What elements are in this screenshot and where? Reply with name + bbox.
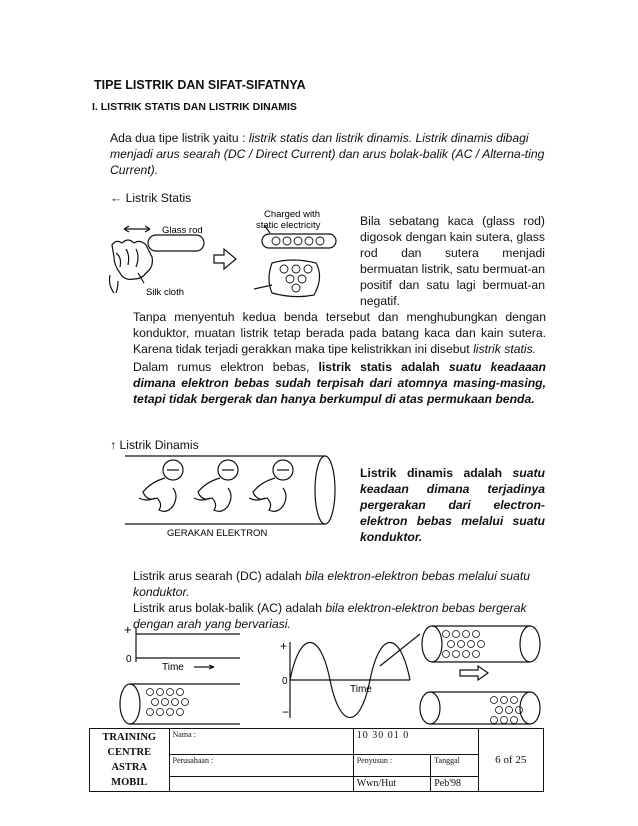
electron-caption: GERAKAN ELEKTRON — [167, 528, 268, 539]
dynamic-definition — [360, 465, 545, 545]
dynamic-definition-bold-italic: suatu keadaan dimana terjadinya pergerakan dari electron-elektron bebas melalui suatu konduktor. — [360, 466, 545, 544]
dc-zero-label: 0 — [126, 654, 132, 665]
tanggal-label: Tanggal — [431, 754, 478, 776]
org-line-1: TRAINING — [102, 732, 157, 743]
dc-definition — [133, 568, 546, 600]
static-side-text: Bila sebatang kaca (glass rod) digosok dengan kain sutera, glass rod dan sutera menjadi bermuatan listrik, satu bermuat-an positif dan satu lagi bermuat-an negatif. — [360, 214, 545, 308]
static-heading: ← Listrik Statis — [110, 191, 192, 205]
electron-movement-figure — [125, 452, 347, 542]
intro-paragraph — [110, 130, 546, 178]
static-definition-prefix: Dalam rumus elektron bebas, — [133, 360, 319, 374]
dynamic-definition-bold: Listrik dinamis adalah — [360, 466, 513, 480]
silk-cloth-label: Silk cloth — [146, 287, 185, 298]
dc-plus-label: + — [124, 622, 132, 637]
footer-empty-cell — [169, 777, 353, 792]
footer-date-code: 10 30 01 0 — [353, 729, 478, 755]
dc-time-label: Time — [162, 662, 184, 673]
static-electricity-figure — [104, 205, 354, 305]
charged-label-line1: Charged with — [264, 209, 320, 220]
static-paragraph-text: Tanpa menyentuh kedua benda tersebut dan menghubungkan dengan konduktor, muatan listrik tetap berada pada batang kaca dan kain sutera. Karena tidak terjadi gerakkan maka tipe kelistrikkan ini disebut — [133, 310, 546, 356]
static-definition-bold: listrik statis adalah — [318, 360, 449, 374]
dc-italic: bila elektron-elektron bebas melalui suatu konduktor. — [133, 569, 530, 599]
ac-zero-label: 0 — [282, 676, 288, 687]
penyusun-label: Penyusun : — [353, 754, 431, 776]
org-line-3: ASTRA MOBIL — [111, 762, 148, 788]
nama-label: Nama : — [172, 730, 196, 739]
static-paragraph — [133, 309, 546, 357]
section-heading: I. LISTRIK STATIS DAN LISTRIK DINAMIS — [92, 101, 297, 113]
static-definition-bold-italic: suatu keadaaan dimana elektron bebas sudah terpisah dari atomnya masing-masing, tetapi tidak bergerak dan hanya berkumpul di atas permukaan benda. — [133, 360, 547, 406]
static-paragraph-italic: listrik statis. — [473, 342, 537, 356]
perusahaan-label: Perusahaan : — [169, 754, 353, 776]
ac-prefix: Listrik arus bolak-balik (AC) adalah — [133, 601, 326, 615]
ac-time-label: Time — [350, 684, 372, 695]
dynamic-heading: ↑ Listrik Dinamis — [110, 438, 199, 452]
footer-page-number: 6 of 25 — [478, 729, 543, 792]
footer-table — [89, 728, 544, 792]
static-definition — [133, 359, 546, 407]
charged-label-line2: static electricity — [256, 220, 321, 231]
penyusun-value: Wwn/Hut — [353, 777, 431, 792]
ac-italic: bila elektron-elektron bebas bergerak dengan arah yang bervariasi. — [133, 601, 527, 631]
dc-ac-diagram — [110, 620, 550, 728]
document-title: TIPE LISTRIK DAN SIFAT-SIFATNYA — [94, 78, 306, 92]
intro-prefix: Ada dua tipe listrik yaitu : — [110, 131, 249, 145]
org-line-2: CENTRE — [107, 747, 152, 758]
intro-italic: listrik statis dan listrik dinamis. Listrik dinamis dibagi menjadi arus searah (DC / Direct Current) dan arus bolak-balik (AC / Alterna-ting Current). — [110, 131, 545, 177]
ac-plus-label: + — [280, 639, 288, 653]
footer-organization — [90, 729, 170, 792]
dc-prefix: Listrik arus searah (DC) adalah — [133, 569, 306, 583]
footer-nama-cell — [169, 729, 353, 755]
ac-minus-label: − — [282, 705, 290, 719]
tanggal-value: Peb'98 — [431, 777, 478, 792]
glass-rod-label: Glass rod — [162, 225, 203, 236]
